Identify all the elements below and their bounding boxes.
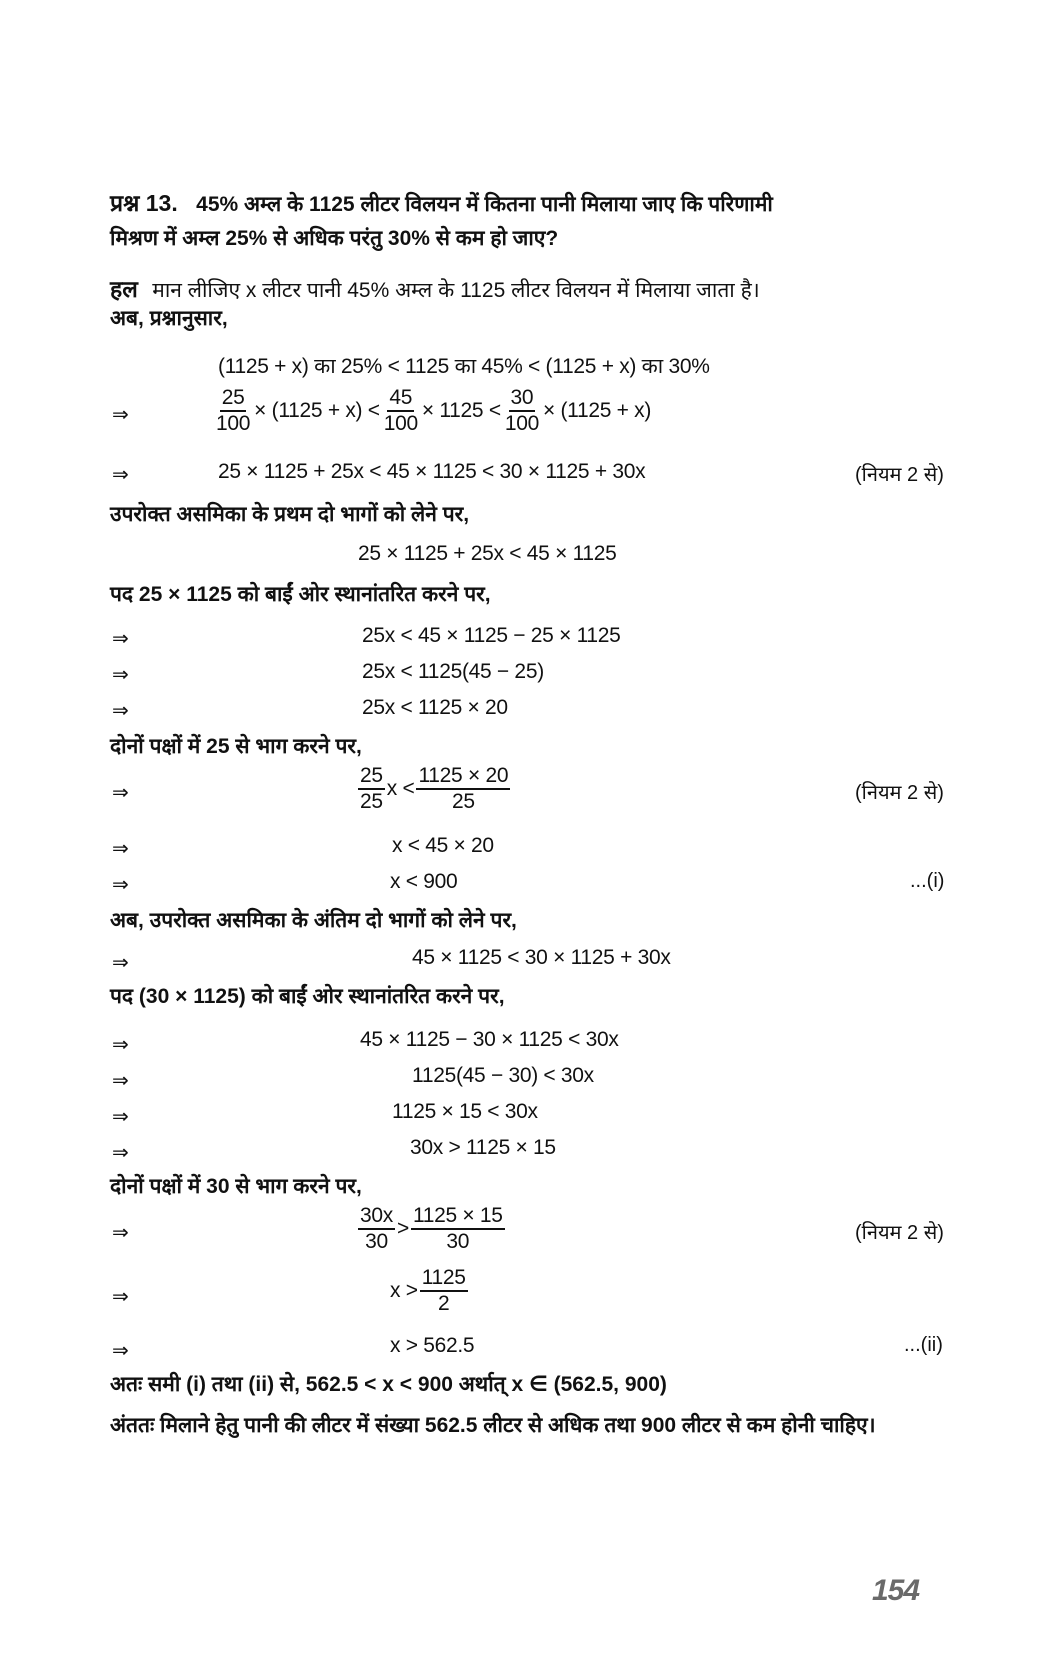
according-text: अब, प्रश्नानुसार, [110, 307, 228, 330]
explanation-text: दोनों पक्षों में 30 से भाग करने पर, [110, 1175, 362, 1198]
implies-arrow: ⇒ [112, 404, 129, 426]
combined-result: अतः समी (i) तथा (ii) से, 562.5 < x < 900 अर्थात् x ∈ (562.5, 900) [110, 1373, 667, 1396]
equation-step-4: 25 × 1125 + 25x < 45 × 1125 [358, 542, 617, 565]
equation-step-12: 45 × 1125 − 30 × 1125 < 30x [360, 1028, 619, 1051]
implies-arrow: ⇒ [112, 952, 129, 974]
fraction: $\frac{1125 \times 20}{25}$ [418, 764, 509, 813]
conclusion-text: अंततः मिलाने हेतु पानी की लीटर में संख्या 562.5 लीटर से अधिक तथा 900 लीटर से कम होनी चाहिए। [110, 1414, 876, 1437]
implies-arrow: ⇒ [112, 838, 129, 860]
fraction: $\frac{45}{100}$ [383, 386, 418, 435]
rule-note: (नियम 2 से) [855, 1222, 944, 1244]
fraction: $\frac{1125}{2}$ [421, 1266, 466, 1315]
implies-arrow: ⇒ [112, 874, 129, 896]
equation-step-8: $\frac{25}{25}$ x < $\frac{1125 \times 20}{25}$ [360, 764, 509, 813]
equation-step-16: $\frac{30x}{30}$ > $\frac{1125 \times 15}{30}$ [360, 1204, 503, 1253]
fraction: $\frac{25}{25}$ [360, 764, 383, 813]
implies-arrow: ⇒ [112, 1340, 129, 1362]
implies-arrow: ⇒ [112, 664, 129, 686]
rule-note: (नियम 2 से) [855, 782, 944, 804]
implies-arrow: ⇒ [112, 1070, 129, 1092]
equation-step-7: 25x < 1125 × 20 [362, 696, 508, 719]
explanation-text: उपरोक्त असमिका के प्रथम दो भागों को लेने पर, [110, 503, 470, 526]
equation-step-10: x < 900 [390, 870, 458, 893]
fraction: $\frac{25}{100}$ [216, 386, 251, 435]
solution-label: हल [110, 276, 138, 302]
question-label: प्रश्न 13. [110, 190, 178, 216]
question-text-line2: मिश्रण में अम्ल 25% से अधिक परंतु 30% से कम हो जाए? [110, 227, 559, 250]
implies-arrow: ⇒ [112, 782, 129, 804]
implies-arrow: ⇒ [112, 1142, 129, 1164]
equation-step-13: 1125(45 − 30) < 30x [412, 1064, 594, 1087]
equation-step-14: 1125 × 15 < 30x [392, 1100, 538, 1123]
implies-arrow: ⇒ [112, 1222, 129, 1244]
fraction: $\frac{1125 \times 15}{30}$ [412, 1204, 503, 1253]
page-number: 154 [872, 1574, 920, 1607]
fraction: $\frac{30x}{30}$ [360, 1204, 393, 1253]
implies-arrow: ⇒ [112, 1286, 129, 1308]
fraction: $\frac{30}{100}$ [504, 386, 539, 435]
solution-intro-text: मान लीजिए x लीटर पानी 45% अम्ल के 1125 लीटर विलयन में मिलाया जाता है। [152, 279, 760, 302]
implies-arrow: ⇒ [112, 1034, 129, 1056]
equation-step-11: 45 × 1125 < 30 × 1125 + 30x [412, 946, 671, 969]
implies-arrow: ⇒ [112, 464, 129, 486]
explanation-text: पद (30 × 1125) को बाईं ओर स्थानांतरित करने पर, [110, 985, 505, 1008]
equation-step-9: x < 45 × 20 [392, 834, 494, 857]
implies-arrow: ⇒ [112, 700, 129, 722]
equation-step-2: $\frac{25}{100}$ × (1125 + x) < $\frac{45}{100}$ × 1125 < $\frac{30}{100}$ × (1125 + x) [216, 386, 652, 435]
equation-step-17: x > $\frac{1125}{2}$ [390, 1266, 466, 1315]
equation-step-3: 25 × 1125 + 25x < 45 × 1125 < 30 × 1125 + 30x [218, 460, 646, 483]
equation-tag: ...(ii) [904, 1334, 943, 1356]
equation-step-1: (1125 + x) का 25% < 1125 का 45% < (1125 + x) का 30% [218, 355, 710, 378]
implies-arrow: ⇒ [112, 1106, 129, 1128]
equation-tag: ...(i) [910, 870, 945, 892]
explanation-text: पद 25 × 1125 को बाईं ओर स्थानांतरित करने पर, [110, 583, 491, 606]
equation-step-15: 30x > 1125 × 15 [410, 1136, 556, 1159]
equation-step-18: x > 562.5 [390, 1334, 475, 1357]
solution-intro [110, 272, 760, 304]
equation-step-6: 25x < 1125(45 − 25) [362, 660, 544, 683]
question-text-line1: 45% अम्ल के 1125 लीटर विलयन में कितना पानी मिलाया जाए कि परिणामी [196, 193, 773, 216]
explanation-text: अब, उपरोक्त असमिका के अंतिम दो भागों को लेने पर, [110, 909, 517, 932]
question-block [110, 186, 773, 218]
rule-note: (नियम 2 से) [855, 464, 944, 486]
equation-step-5: 25x < 45 × 1125 − 25 × 1125 [362, 624, 621, 647]
explanation-text: दोनों पक्षों में 25 से भाग करने पर, [110, 735, 362, 758]
implies-arrow: ⇒ [112, 628, 129, 650]
